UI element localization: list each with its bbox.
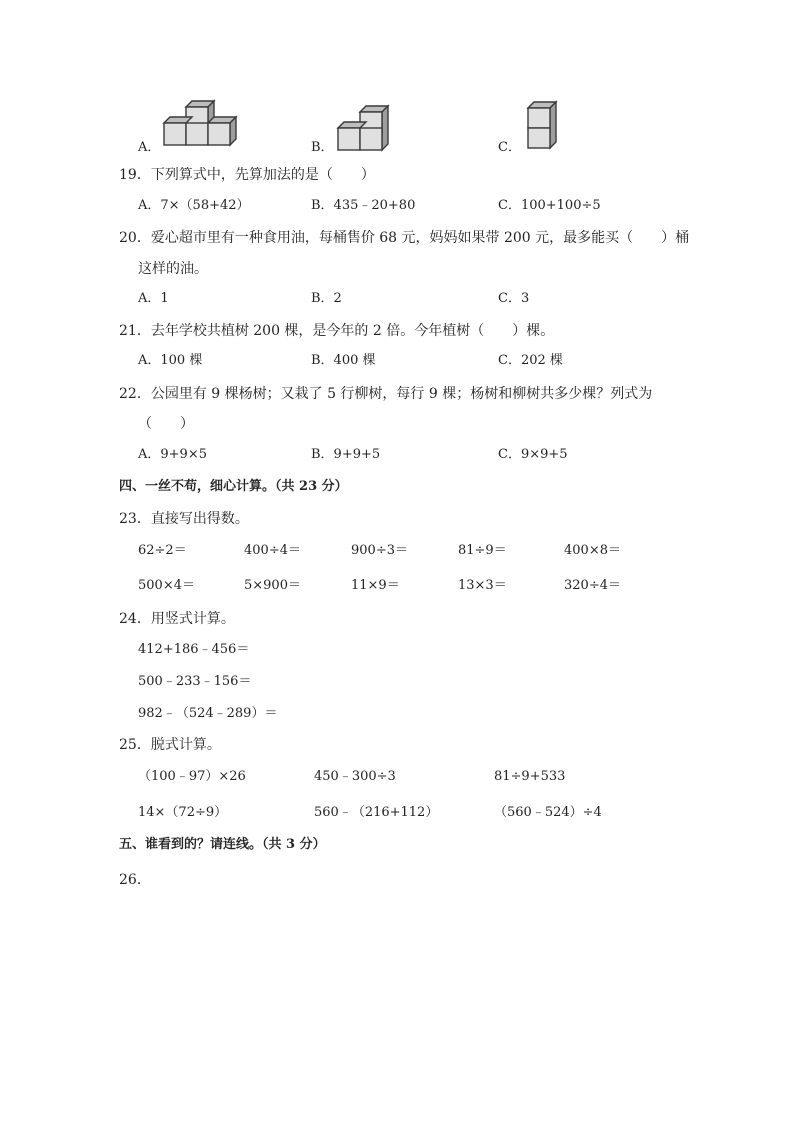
q21-option-c: C．202 棵	[498, 353, 563, 368]
q24-item: 982﹣（524﹣289）＝	[138, 706, 278, 721]
q22-option-b: B．9+9+5	[311, 447, 381, 462]
q19-option-b: B．435﹣20+80	[311, 198, 416, 213]
q18-option-b-cubes-figure	[338, 104, 390, 150]
q23-item: 13×3＝	[458, 578, 507, 593]
section-5-title: 五、谁看到的？请连线。（共 3 分）	[119, 837, 326, 852]
q18-option-a-label: A．	[138, 140, 161, 155]
q25-item: 450﹣300÷3	[314, 769, 396, 784]
q25-item: （100﹣97）×26	[138, 769, 246, 784]
q25-item: 560﹣（216+112）	[314, 805, 439, 820]
section-4-title: 四、一丝不苟，细心计算。（共 23 分）	[119, 479, 348, 494]
q23-item: 400×8＝	[564, 543, 621, 558]
q23-item: 500×4＝	[138, 578, 195, 593]
q23-item: 81÷9＝	[458, 543, 507, 558]
q18-option-c-cubes-figure	[526, 100, 558, 150]
q18-option-b-label: B．	[311, 140, 334, 155]
q19-stem: 19．下列算式中，先算加法的是（ ）	[119, 167, 375, 183]
q23-item: 62÷2＝	[138, 543, 187, 558]
q23-item: 900÷3＝	[351, 543, 408, 558]
q24-stem: 24．用竖式计算。	[119, 611, 235, 627]
q20-stem-line2: 这样的油。	[138, 261, 208, 277]
q20-option-c: C．3	[498, 291, 530, 306]
q22-stem-line1: 22．公园里有 9 棵杨树；又栽了 5 行柳树，每行 9 棵；杨树和柳树共多少棵？列式为	[119, 386, 653, 402]
q20-stem-line1: 20．爱心超市里有一种食用油，每桶售价 68 元，妈妈如果带 200 元，最多能买（ ）桶	[119, 230, 690, 246]
q23-item: 320÷4＝	[564, 578, 621, 593]
q19-option-c: C．100+100÷5	[498, 198, 601, 213]
q21-option-a: A．100 棵	[138, 353, 203, 368]
q23-item: 11×9＝	[351, 578, 400, 593]
q21-option-b: B．400 棵	[311, 353, 376, 368]
q21-stem: 21．去年学校共植树 200 棵，是今年的 2 倍。今年植树（ ）棵。	[119, 323, 555, 339]
q25-item: 14×（72÷9）	[138, 805, 228, 820]
q23-item: 5×900＝	[244, 578, 301, 593]
q25-stem: 25．脱式计算。	[119, 737, 221, 753]
q24-item: 500﹣233﹣156＝	[138, 674, 252, 689]
q25-item: 81÷9+533	[494, 769, 566, 784]
q20-option-a: A．1	[138, 291, 169, 306]
q26-stem: 26．	[119, 872, 151, 888]
q20-option-b: B．2	[311, 291, 342, 306]
q22-stem-line2: （ ）	[138, 416, 194, 432]
q22-option-a: A．9+9×5	[138, 447, 207, 462]
q19-option-a: A．7×（58+42）	[138, 198, 250, 213]
q22-option-c: C．9×9+5	[498, 447, 568, 462]
q18-option-a-cubes-figure	[164, 99, 236, 149]
q18-option-c-label: C．	[498, 140, 521, 155]
q25-item: （560﹣524）÷4	[494, 805, 602, 820]
q24-item: 412+186﹣456＝	[138, 642, 250, 657]
q23-stem: 23．直接写出得数。	[119, 511, 249, 527]
q23-item: 400÷4＝	[244, 543, 301, 558]
